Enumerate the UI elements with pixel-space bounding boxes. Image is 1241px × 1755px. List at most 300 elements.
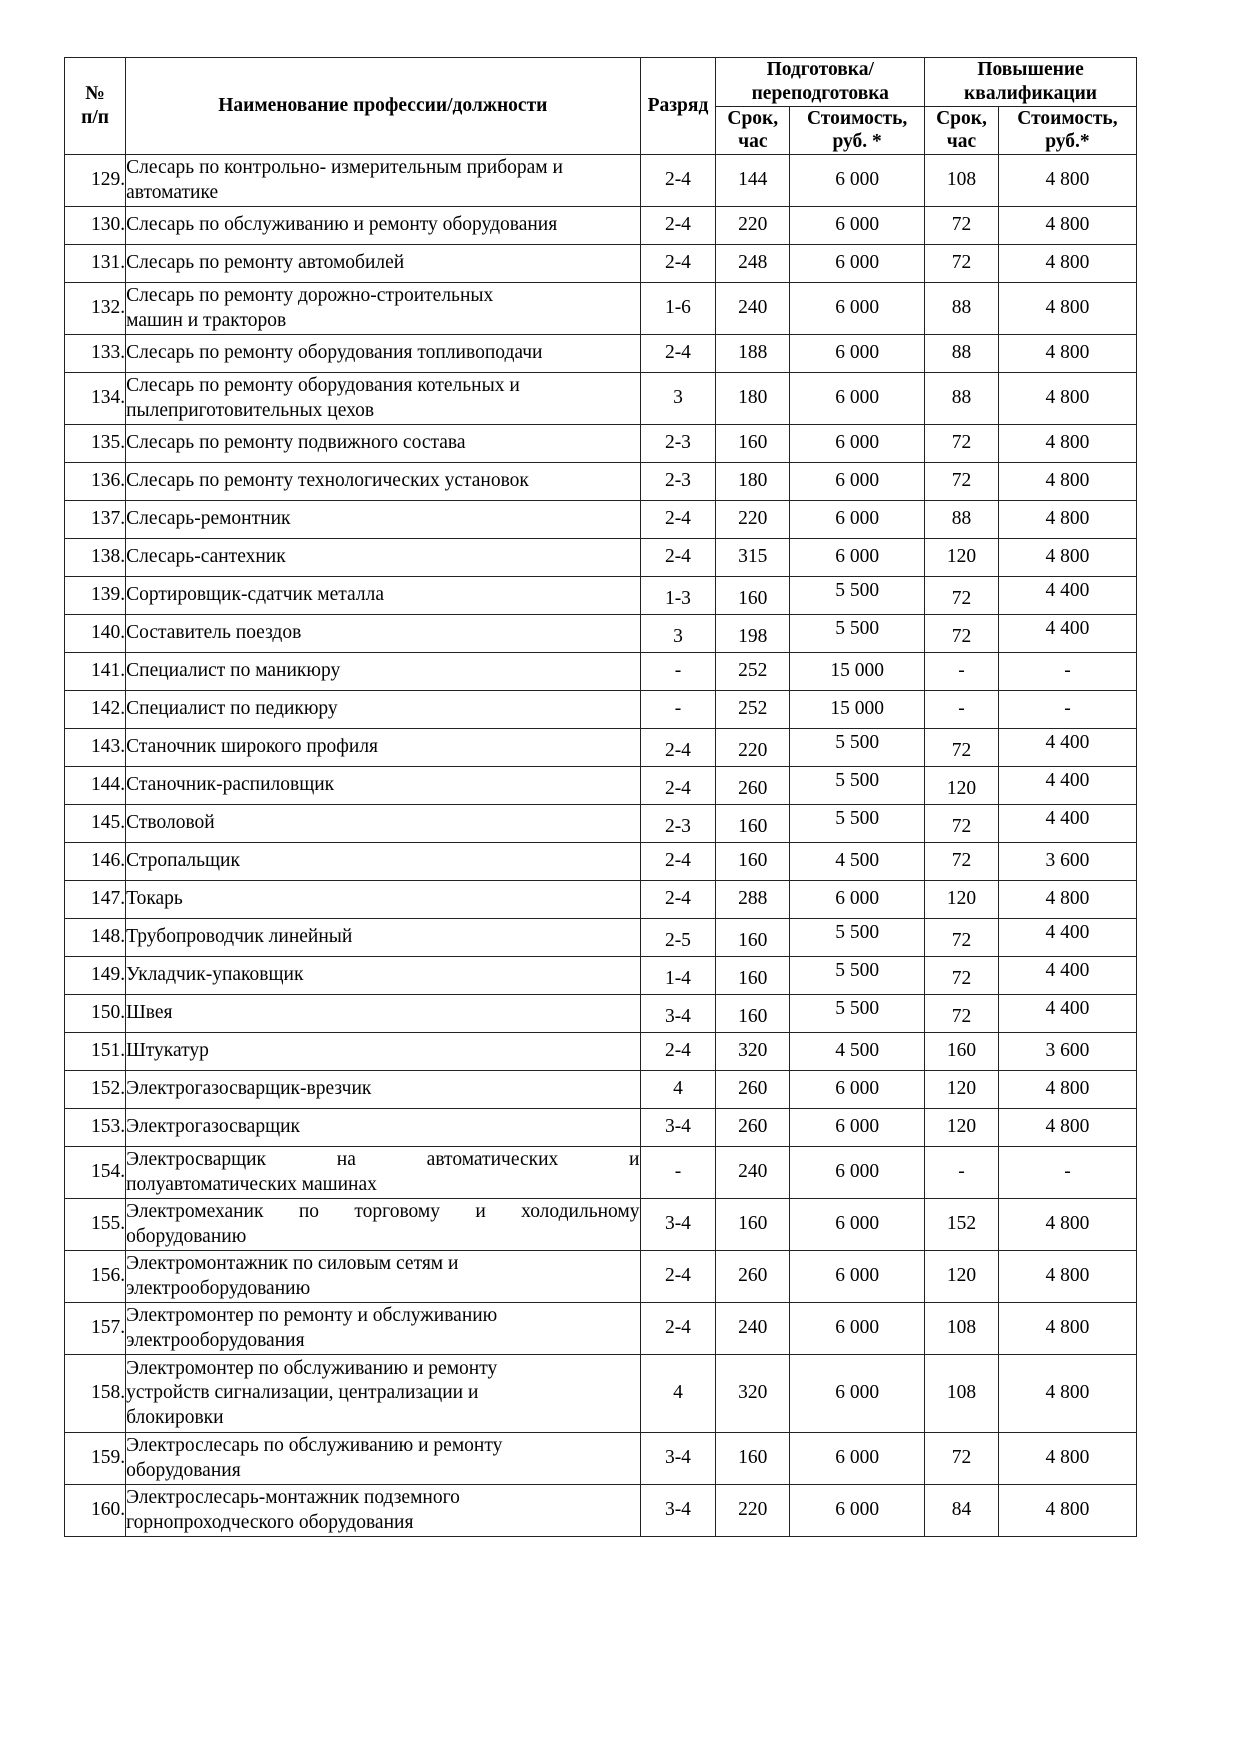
profession-name-line: Токарь [126, 888, 183, 910]
preparation-hours: 220 [716, 207, 790, 245]
profession-name [126, 995, 640, 1033]
row-number: 147. [65, 881, 126, 919]
table-row [65, 1199, 1137, 1251]
table-row [65, 919, 1137, 957]
preparation-cost: 6 000 [790, 425, 925, 463]
upgrade-hours: 72 [925, 615, 999, 653]
preparation-cost: 5 500 [790, 729, 925, 767]
upgrade-hours: 72 [925, 805, 999, 843]
table-row [65, 207, 1137, 245]
upgrade-hours: 120 [925, 1251, 999, 1303]
table-row [65, 881, 1137, 919]
profession-name-line: Слесарь по ремонту дорожно-строительных [126, 285, 494, 307]
upgrade-cost: 4 800 [998, 155, 1136, 207]
upgrade-cost: 4 400 [998, 729, 1136, 767]
row-number: 150. [65, 995, 126, 1033]
preparation-hours: 160 [716, 805, 790, 843]
table-row [65, 729, 1137, 767]
preparation-cost: 15 000 [790, 691, 925, 729]
profession-name-line: Электрогазосварщик-врезчик [126, 1078, 372, 1100]
table-row [65, 1071, 1137, 1109]
profession-name-line: Электромонтажник по силовым сетям и [126, 1253, 459, 1275]
upgrade-cost: 4 800 [998, 245, 1136, 283]
preparation-cost: 5 500 [790, 577, 925, 615]
profession-name-line: Стволовой [126, 812, 215, 834]
upgrade-hours: 88 [925, 501, 999, 539]
preparation-cost: 6 000 [790, 1251, 925, 1303]
header-profession-name: Наименование профессии/должности [126, 58, 640, 155]
upgrade-hours: 72 [925, 425, 999, 463]
preparation-hours: 315 [716, 539, 790, 577]
profession-name-line: Слесарь по обслуживанию и ремонту оборудования [126, 214, 558, 236]
profession-name-line: пылеприготовительных цехов [126, 399, 375, 421]
preparation-cost: 15 000 [790, 653, 925, 691]
row-number: 143. [65, 729, 126, 767]
profession-name [126, 501, 640, 539]
upgrade-hours: 72 [925, 843, 999, 881]
preparation-hours: 160 [716, 425, 790, 463]
upgrade-hours: - [925, 691, 999, 729]
profession-name-line: оборудованию [126, 1225, 247, 1247]
profession-name-line: Слесарь по контрольно- измерительным приборам и [126, 157, 563, 179]
profession-name-line: Слесарь по ремонту подвижного состава [126, 432, 466, 454]
preparation-hours: 160 [716, 577, 790, 615]
profession-name [126, 283, 640, 335]
upgrade-cost: 4 800 [998, 1109, 1136, 1147]
table-row [65, 1147, 1137, 1199]
grade-value: 3-4 [640, 1199, 716, 1251]
upgrade-cost: 4 800 [998, 207, 1136, 245]
header-preparation-term-line2: час [738, 131, 768, 153]
header-preparation-cost-line2: руб. * [832, 131, 882, 153]
row-number: 134. [65, 373, 126, 425]
profession-name [126, 155, 640, 207]
preparation-cost: 6 000 [790, 373, 925, 425]
profession-name [126, 1355, 640, 1433]
row-number: 135. [65, 425, 126, 463]
price-list-table [64, 57, 1137, 1537]
row-number: 139. [65, 577, 126, 615]
grade-value: 2-4 [640, 335, 716, 373]
grade-value: 2-4 [640, 881, 716, 919]
upgrade-hours: 72 [925, 463, 999, 501]
profession-name [126, 615, 640, 653]
table-row [65, 615, 1137, 653]
profession-name-line: Электрогазосварщик [126, 1116, 301, 1138]
profession-name-line: машин и тракторов [126, 309, 287, 331]
upgrade-cost: 4 800 [998, 1251, 1136, 1303]
preparation-cost: 5 500 [790, 957, 925, 995]
upgrade-hours: 84 [925, 1485, 999, 1537]
upgrade-hours: 72 [925, 245, 999, 283]
grade-value: 3-4 [640, 1433, 716, 1485]
upgrade-hours: 72 [925, 957, 999, 995]
preparation-cost: 6 000 [790, 1303, 925, 1355]
grade-value: 1-3 [640, 577, 716, 615]
preparation-hours: 160 [716, 957, 790, 995]
row-number: 151. [65, 1033, 126, 1071]
table-row [65, 539, 1137, 577]
table-body [65, 155, 1137, 1537]
upgrade-hours: 72 [925, 995, 999, 1033]
preparation-hours: 260 [716, 1109, 790, 1147]
profession-name-line: Стропальщик [126, 850, 240, 872]
preparation-cost: 5 500 [790, 995, 925, 1033]
table-row [65, 335, 1137, 373]
row-number: 149. [65, 957, 126, 995]
profession-name-line: Электромеханик по торговому и холодильному [126, 1201, 640, 1223]
header-group-preparation-line2: переподготовка [751, 82, 889, 104]
table-header [65, 58, 1137, 155]
row-number: 153. [65, 1109, 126, 1147]
preparation-hours: 180 [716, 373, 790, 425]
profession-name [126, 1485, 640, 1537]
profession-name [126, 1251, 640, 1303]
upgrade-cost: 4 800 [998, 539, 1136, 577]
upgrade-hours: 120 [925, 881, 999, 919]
preparation-hours: 260 [716, 767, 790, 805]
grade-value: - [640, 691, 716, 729]
profession-name-line: Трубопроводчик линейный [126, 926, 353, 948]
upgrade-cost: 3 600 [998, 843, 1136, 881]
profession-name [126, 577, 640, 615]
profession-name-line: Укладчик-упаковщик [126, 964, 304, 986]
preparation-cost: 6 000 [790, 1147, 925, 1199]
profession-name [126, 881, 640, 919]
profession-name-line: автоматике [126, 181, 219, 203]
profession-name-line: устройств сигнализации, централизации и [126, 1382, 479, 1404]
grade-value: 2-4 [640, 729, 716, 767]
header-group-upgrade-line2: квалификации [964, 82, 1098, 104]
preparation-cost: 6 000 [790, 283, 925, 335]
preparation-cost: 4 500 [790, 843, 925, 881]
upgrade-cost: - [998, 691, 1136, 729]
upgrade-hours: 88 [925, 283, 999, 335]
grade-value: 2-4 [640, 1251, 716, 1303]
preparation-hours: 320 [716, 1355, 790, 1433]
profession-name [126, 1303, 640, 1355]
preparation-hours: 240 [716, 1147, 790, 1199]
preparation-hours: 160 [716, 1433, 790, 1485]
row-number: 136. [65, 463, 126, 501]
table-row [65, 1033, 1137, 1071]
row-number: 157. [65, 1303, 126, 1355]
row-number: 140. [65, 615, 126, 653]
profession-name-line: Электрослесарь-монтажник подземного [126, 1487, 460, 1509]
row-number: 160. [65, 1485, 126, 1537]
preparation-cost: 5 500 [790, 805, 925, 843]
profession-name-line: электрооборудованию [126, 1277, 311, 1299]
upgrade-cost: 4 800 [998, 463, 1136, 501]
row-number: 154. [65, 1147, 126, 1199]
preparation-hours: 248 [716, 245, 790, 283]
upgrade-hours: 72 [925, 207, 999, 245]
grade-value: 2-4 [640, 155, 716, 207]
row-number: 138. [65, 539, 126, 577]
table-row [65, 767, 1137, 805]
profession-name [126, 1071, 640, 1109]
upgrade-cost: 4 800 [998, 501, 1136, 539]
preparation-hours: 288 [716, 881, 790, 919]
header-upgrade-term-line2: час [946, 131, 977, 153]
grade-value: 2-5 [640, 919, 716, 957]
grade-value: 2-4 [640, 1303, 716, 1355]
grade-value: 2-3 [640, 805, 716, 843]
preparation-hours: 240 [716, 1303, 790, 1355]
upgrade-cost: - [998, 1147, 1136, 1199]
header-group-preparation [716, 58, 925, 107]
preparation-cost: 5 500 [790, 919, 925, 957]
table-row [65, 843, 1137, 881]
upgrade-cost: 4 400 [998, 919, 1136, 957]
grade-value: 2-4 [640, 767, 716, 805]
profession-name-line: Электросварщик на автоматических и [126, 1149, 640, 1171]
profession-name [126, 425, 640, 463]
upgrade-cost: 4 400 [998, 767, 1136, 805]
profession-name [126, 957, 640, 995]
profession-name-line: Слесарь по ремонту оборудования котельных и [126, 375, 520, 397]
header-upgrade-cost-line2: руб.* [1045, 131, 1090, 153]
row-number: 145. [65, 805, 126, 843]
preparation-hours: 260 [716, 1071, 790, 1109]
header-upgrade-cost [998, 106, 1136, 155]
header-preparation-cost-line1: Стоимость, [806, 107, 908, 129]
table-row [65, 463, 1137, 501]
preparation-cost: 6 000 [790, 539, 925, 577]
upgrade-cost: 4 800 [998, 283, 1136, 335]
upgrade-cost: 4 800 [998, 1071, 1136, 1109]
grade-value: 2-3 [640, 425, 716, 463]
row-number: 156. [65, 1251, 126, 1303]
table-row [65, 425, 1137, 463]
upgrade-cost: 4 400 [998, 577, 1136, 615]
preparation-hours: 198 [716, 615, 790, 653]
profession-name-line: Станочник-распиловщик [126, 774, 335, 796]
upgrade-hours: 72 [925, 577, 999, 615]
row-number: 148. [65, 919, 126, 957]
grade-value: 2-4 [640, 207, 716, 245]
header-upgrade-term [925, 106, 999, 155]
upgrade-cost: 4 400 [998, 805, 1136, 843]
upgrade-cost: 4 800 [998, 335, 1136, 373]
upgrade-cost: 4 400 [998, 615, 1136, 653]
profession-name [126, 1199, 640, 1251]
upgrade-hours: 120 [925, 767, 999, 805]
preparation-cost: 6 000 [790, 245, 925, 283]
table-row [65, 957, 1137, 995]
profession-name [126, 245, 640, 283]
preparation-cost: 6 000 [790, 1071, 925, 1109]
profession-name [126, 207, 640, 245]
grade-value: 2-4 [640, 843, 716, 881]
grade-value: 1-6 [640, 283, 716, 335]
upgrade-hours: 72 [925, 729, 999, 767]
preparation-cost: 6 000 [790, 1109, 925, 1147]
table-row [65, 1251, 1137, 1303]
row-number: 141. [65, 653, 126, 691]
profession-name-line: Специалист по маникюру [126, 660, 341, 682]
profession-name-line: Слесарь-ремонтник [126, 508, 291, 530]
profession-name-line: Слесарь по ремонту оборудования топливоподачи [126, 342, 543, 364]
profession-name [126, 653, 640, 691]
upgrade-cost: 4 800 [998, 1485, 1136, 1537]
preparation-cost: 5 500 [790, 767, 925, 805]
profession-name [126, 691, 640, 729]
header-upgrade-cost-line1: Стоимость, [1017, 107, 1118, 129]
header-number-line1: № [85, 83, 105, 105]
profession-name [126, 373, 640, 425]
upgrade-hours: 120 [925, 539, 999, 577]
upgrade-cost: 3 600 [998, 1033, 1136, 1071]
profession-name-line: Слесарь по ремонту технологических установок [126, 470, 529, 492]
preparation-hours: 252 [716, 653, 790, 691]
header-group-upgrade [925, 58, 1137, 107]
upgrade-hours: 108 [925, 1355, 999, 1433]
header-preparation-term-line1: Срок, [727, 107, 779, 129]
profession-name-line: горнопроходческого оборудования [126, 1511, 414, 1533]
preparation-hours: 160 [716, 843, 790, 881]
preparation-hours: 220 [716, 729, 790, 767]
preparation-cost: 6 000 [790, 501, 925, 539]
grade-value: 3 [640, 615, 716, 653]
table-row [65, 501, 1137, 539]
table-row [65, 245, 1137, 283]
grade-value: 2-4 [640, 1033, 716, 1071]
upgrade-cost: 4 800 [998, 1355, 1136, 1433]
upgrade-hours: 152 [925, 1199, 999, 1251]
row-number: 146. [65, 843, 126, 881]
upgrade-hours: 108 [925, 1303, 999, 1355]
preparation-cost: 6 000 [790, 335, 925, 373]
profession-name [126, 1033, 640, 1071]
preparation-hours: 320 [716, 1033, 790, 1071]
header-group-upgrade-line1: Повышение [977, 59, 1084, 80]
upgrade-cost: 4 800 [998, 1303, 1136, 1355]
profession-name [126, 1109, 640, 1147]
profession-name-line: Слесарь по ремонту автомобилей [126, 252, 405, 274]
profession-name-line: Штукатур [126, 1040, 209, 1062]
grade-value: 2-3 [640, 463, 716, 501]
table-row [65, 1109, 1137, 1147]
grade-value: 3 [640, 373, 716, 425]
preparation-hours: 260 [716, 1251, 790, 1303]
profession-name-line: электрооборудования [126, 1329, 305, 1351]
profession-name-line: полуавтоматических машинах [126, 1173, 377, 1195]
row-number: 131. [65, 245, 126, 283]
preparation-hours: 180 [716, 463, 790, 501]
grade-value: 3-4 [640, 995, 716, 1033]
profession-name-line: Электромонтер по ремонту и обслуживанию [126, 1305, 498, 1327]
profession-name-line: Слесарь-сантехник [126, 546, 286, 568]
row-number: 152. [65, 1071, 126, 1109]
preparation-cost: 6 000 [790, 1355, 925, 1433]
row-number: 144. [65, 767, 126, 805]
header-upgrade-term-line1: Срок, [936, 107, 987, 129]
grade-value: 1-4 [640, 957, 716, 995]
preparation-cost: 5 500 [790, 615, 925, 653]
row-number: 159. [65, 1433, 126, 1485]
preparation-cost: 6 000 [790, 1485, 925, 1537]
header-preparation-term [716, 106, 790, 155]
profession-name-line: Электромонтер по обслуживанию и ремонту [126, 1357, 498, 1379]
grade-value: - [640, 653, 716, 691]
profession-name-line: оборудования [126, 1459, 241, 1481]
upgrade-hours: 88 [925, 373, 999, 425]
profession-name-line: Швея [126, 1002, 173, 1024]
preparation-cost: 4 500 [790, 1033, 925, 1071]
table-row [65, 1355, 1137, 1433]
profession-name-line: Специалист по педикюру [126, 698, 338, 720]
grade-value: 4 [640, 1071, 716, 1109]
row-number: 129. [65, 155, 126, 207]
upgrade-hours: 160 [925, 1033, 999, 1071]
upgrade-hours: 72 [925, 919, 999, 957]
grade-value: 2-4 [640, 539, 716, 577]
upgrade-cost: 4 800 [998, 881, 1136, 919]
header-number-line2: п/п [81, 107, 109, 129]
header-grade: Разряд [640, 58, 716, 155]
row-number: 155. [65, 1199, 126, 1251]
header-row-top [65, 58, 1137, 107]
profession-name [126, 463, 640, 501]
row-number: 133. [65, 335, 126, 373]
table-row [65, 653, 1137, 691]
table-row [65, 995, 1137, 1033]
header-number [65, 58, 126, 155]
upgrade-hours: 72 [925, 1433, 999, 1485]
grade-value: 2-4 [640, 501, 716, 539]
grade-value: 3-4 [640, 1109, 716, 1147]
preparation-hours: 188 [716, 335, 790, 373]
table-row [65, 577, 1137, 615]
profession-name [126, 729, 640, 767]
table-row [65, 691, 1137, 729]
preparation-hours: 160 [716, 995, 790, 1033]
table-row [65, 155, 1137, 207]
profession-name [126, 539, 640, 577]
upgrade-cost: 4 800 [998, 1433, 1136, 1485]
upgrade-hours: 120 [925, 1109, 999, 1147]
table-row [65, 1433, 1137, 1485]
table-row [65, 373, 1137, 425]
grade-value: - [640, 1147, 716, 1199]
profession-name [126, 1147, 640, 1199]
profession-name [126, 843, 640, 881]
preparation-hours: 220 [716, 1485, 790, 1537]
profession-name [126, 919, 640, 957]
preparation-cost: 6 000 [790, 155, 925, 207]
preparation-cost: 6 000 [790, 1433, 925, 1485]
upgrade-cost: 4 800 [998, 1199, 1136, 1251]
profession-name-line: Электрослесарь по обслуживанию и ремонту [126, 1435, 503, 1457]
preparation-hours: 252 [716, 691, 790, 729]
preparation-hours: 160 [716, 1199, 790, 1251]
row-number: 132. [65, 283, 126, 335]
upgrade-hours: 120 [925, 1071, 999, 1109]
row-number: 130. [65, 207, 126, 245]
preparation-cost: 6 000 [790, 463, 925, 501]
preparation-hours: 240 [716, 283, 790, 335]
table-row [65, 1303, 1137, 1355]
table-row [65, 805, 1137, 843]
preparation-hours: 144 [716, 155, 790, 207]
profession-name [126, 335, 640, 373]
header-preparation-cost [790, 106, 925, 155]
preparation-hours: 160 [716, 919, 790, 957]
profession-name-line: блокировки [126, 1406, 224, 1428]
upgrade-hours: 108 [925, 155, 999, 207]
upgrade-cost: 4 400 [998, 995, 1136, 1033]
